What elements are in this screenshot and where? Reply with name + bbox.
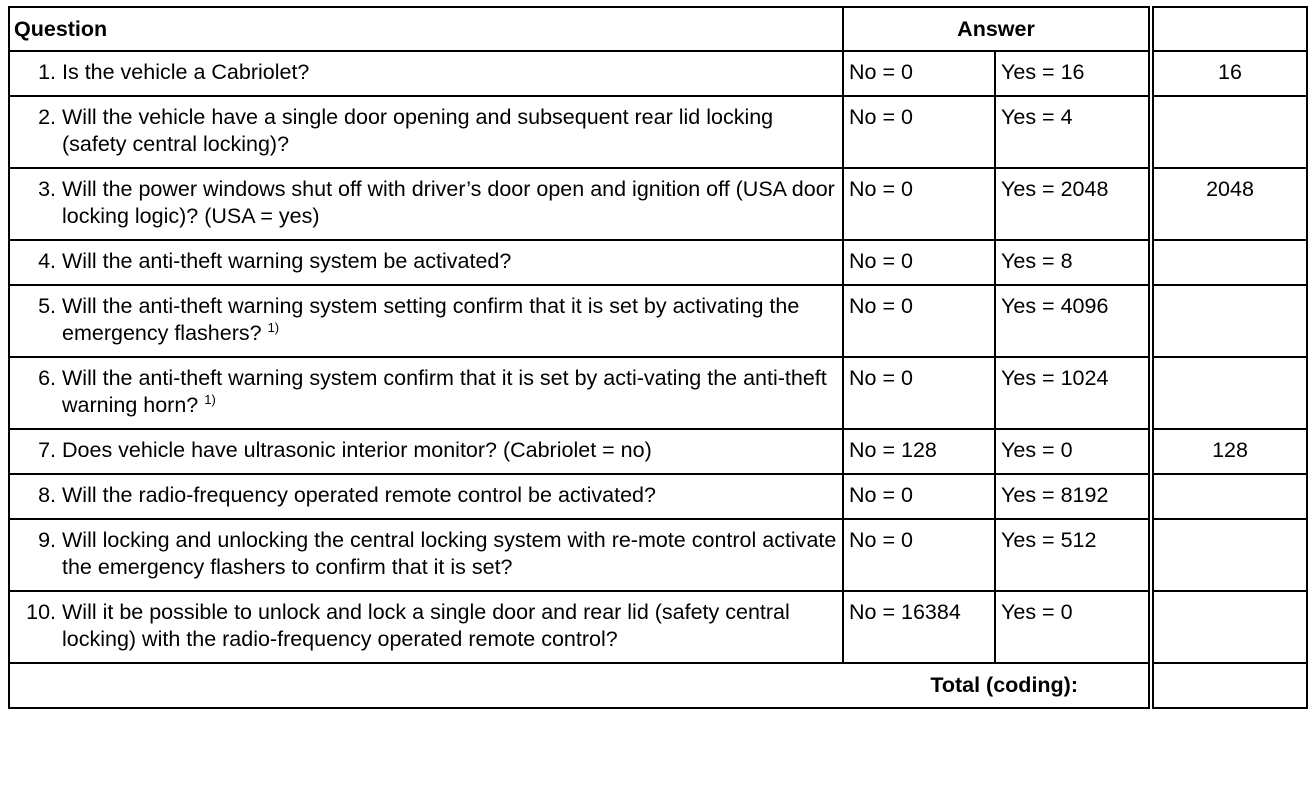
coding-value: 128 <box>1151 429 1307 474</box>
question-text: Does vehicle have ultrasonic interior monitor? (Cabriolet = no) <box>62 438 652 462</box>
answer-yes: Yes = 4 <box>995 96 1151 168</box>
answer-yes: Yes = 0 <box>995 429 1151 474</box>
table-row <box>9 357 1307 429</box>
question-number: 9. <box>38 528 56 552</box>
question-text-wrap <box>62 482 842 509</box>
question-cell <box>9 168 843 240</box>
answer-no: No = 0 <box>843 96 995 168</box>
question-text: Will the anti-theft warning system setting confirm that it is set by activating the emergency flashers? <box>62 294 800 345</box>
question-text-wrap <box>62 59 842 86</box>
question-number: 2. <box>38 105 56 129</box>
question-text-wrap <box>62 365 842 419</box>
total-row <box>9 663 1307 708</box>
question-cell <box>9 51 843 96</box>
answer-no: No = 0 <box>843 240 995 285</box>
question-rows <box>9 51 1307 663</box>
total-value <box>1151 663 1307 708</box>
footnote-marker: 1) <box>267 320 280 335</box>
question-text: Will the vehicle have a single door opening and subsequent rear lid locking (safety central locking)? <box>62 105 774 156</box>
table-row <box>9 168 1307 240</box>
question-text: Will the power windows shut off with driver’s door open and ignition off (USA door locking logic)? (USA = yes) <box>62 177 835 228</box>
question-cell <box>9 519 843 591</box>
answer-yes: Yes = 512 <box>995 519 1151 591</box>
coding-value <box>1151 285 1307 357</box>
value-header <box>1151 7 1307 51</box>
question-text-wrap <box>62 104 842 158</box>
footnote-marker: 1) <box>204 392 216 407</box>
question-cell <box>9 96 843 168</box>
answer-no: No = 0 <box>843 51 995 96</box>
question-cell <box>9 591 843 663</box>
table-row <box>9 474 1307 519</box>
coding-value <box>1151 96 1307 168</box>
question-text: Will locking and unlocking the central locking system with re-mote control activate the emergency flashers to confirm that it is set? <box>62 528 837 579</box>
question-number: 7. <box>38 438 56 462</box>
answer-no: No = 128 <box>843 429 995 474</box>
question-cell <box>9 357 843 429</box>
question-text-wrap <box>62 599 842 653</box>
coding-value <box>1151 519 1307 591</box>
question-number: 4. <box>38 249 56 273</box>
answer-yes: Yes = 2048 <box>995 168 1151 240</box>
coding-value: 2048 <box>1151 168 1307 240</box>
answer-yes: Yes = 8 <box>995 240 1151 285</box>
answer-no: No = 0 <box>843 285 995 357</box>
question-number: 5. <box>38 294 56 318</box>
total-label: Total (coding): <box>9 663 1151 708</box>
coding-value <box>1151 240 1307 285</box>
question-cell <box>9 285 843 357</box>
table-row <box>9 96 1307 168</box>
question-cell <box>9 474 843 519</box>
question-cell <box>9 429 843 474</box>
table-row <box>9 51 1307 96</box>
answer-no: No = 0 <box>843 519 995 591</box>
question-number: 1. <box>38 60 56 84</box>
question-text: Will the radio-frequency operated remote control be activated? <box>62 483 656 507</box>
table-row <box>9 285 1307 357</box>
question-text-wrap <box>62 293 842 347</box>
answer-no: No = 0 <box>843 474 995 519</box>
coding-value <box>1151 474 1307 519</box>
answer-yes: Yes = 16 <box>995 51 1151 96</box>
table-row <box>9 591 1307 663</box>
answer-yes: Yes = 8192 <box>995 474 1151 519</box>
question-number: 6. <box>38 366 56 390</box>
coding-value <box>1151 591 1307 663</box>
answer-header: Answer <box>843 7 1151 51</box>
question-text: Will the anti-theft warning system confirm that it is set by acti-vating the anti-theft warning horn? <box>62 366 827 417</box>
question-text-wrap <box>62 176 842 230</box>
question-text-wrap <box>62 248 842 275</box>
table-row <box>9 429 1307 474</box>
question-header: Question <box>9 7 843 51</box>
question-text: Is the vehicle a Cabriolet? <box>62 60 310 84</box>
coding-sheet <box>8 6 1306 771</box>
question-cell <box>9 240 843 285</box>
answer-yes: Yes = 0 <box>995 591 1151 663</box>
answer-yes: Yes = 1024 <box>995 357 1151 429</box>
table-row <box>9 240 1307 285</box>
coding-value: 16 <box>1151 51 1307 96</box>
question-number: 8. <box>38 483 56 507</box>
answer-no: No = 16384 <box>843 591 995 663</box>
coding-table <box>8 6 1308 709</box>
table-row <box>9 519 1307 591</box>
coding-value <box>1151 357 1307 429</box>
question-text-wrap <box>62 437 842 464</box>
answer-yes: Yes = 4096 <box>995 285 1151 357</box>
question-text-wrap <box>62 527 842 581</box>
question-number: 3. <box>38 177 56 201</box>
question-number: 10. <box>26 600 56 624</box>
question-text: Will it be possible to unlock and lock a single door and rear lid (safety central locking) with the radio-frequency operated remote control? <box>62 600 790 651</box>
question-text: Will the anti-theft warning system be activated? <box>62 249 512 273</box>
header-row <box>9 7 1307 51</box>
answer-no: No = 0 <box>843 357 995 429</box>
answer-no: No = 0 <box>843 168 995 240</box>
